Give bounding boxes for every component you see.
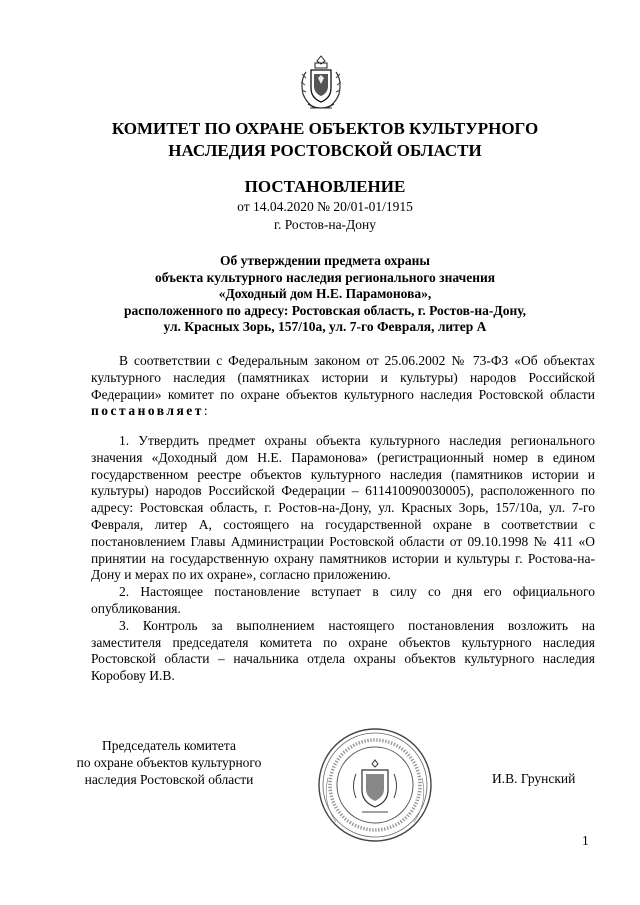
signatory-position-line: наследия Ростовской области	[84, 772, 254, 787]
signatory-position-line: по охране объектов культурного	[76, 755, 262, 770]
rostov-region-coat-of-arms-icon	[296, 54, 346, 114]
decree-subject	[60, 253, 590, 336]
subject-line: расположенного по адресу: Ростовская область, г. Ростов-на-Дону,	[123, 302, 527, 318]
signatory-position	[58, 737, 280, 788]
preamble-paragraph	[91, 353, 595, 420]
decree-item-2: 2. Настоящее постановление вступает в силу со дня его официального опубликования.	[91, 584, 595, 616]
page-number: 1	[582, 833, 589, 848]
preamble-colon: :	[203, 403, 208, 419]
subject-line: «Доходный дом Н.Е. Парамонова»,	[218, 286, 432, 302]
committee-name	[60, 118, 590, 162]
decree-title: ПОСТАНОВЛЕНИЕ	[244, 177, 406, 196]
official-round-seal-icon	[316, 726, 434, 844]
committee-name-line1: КОМИТЕТ ПО ОХРАНЕ ОБЪЕКТОВ КУЛЬТУРНОГО	[111, 119, 539, 138]
decree-item-3: 3. Контроль за выполнением настоящего постановления возложить на заместителя председателя комитета по охране объектов культурного наследия Ростовской области – начальника отдела охраны объектов культурного наследия Коробову И.В.	[91, 617, 595, 684]
committee-name-line2: НАСЛЕДИЯ РОСТОВСКОЙ ОБЛАСТИ	[168, 141, 482, 160]
subject-line: объекта культурного наследия регионального значения	[154, 269, 496, 285]
signatory-position-line: Председатель комитета	[102, 738, 236, 753]
decree-item-1: 1. Утвердить предмет охраны объекта культурного наследия регионального значения «Доходный дом Н.Е. Парамонова» (регистрационный номер в едином государственном реестре объектов культурного наследия (памятников истории и культуры) народов Российской Федерации – 611410090030005), расположенного по адресу: Ростовская область, г. Ростов-на-Дону, ул. Красных Зорь, 157/10а, ул. 7-го Февраля, литер А, состоящего на государственной охране в соответствии с постановлением Главы Администрации Ростовской области от 09.10.1998 № 411 «О принятии на государственную охрану памятников истории и культуры г. Ростова-на-Дону и мерах по их охране», согласно приложению.	[91, 433, 595, 583]
decree-items	[91, 433, 595, 685]
subject-line: ул. Красных Зорь, 157/10а, ул. 7-го Февраля, литер А	[163, 319, 487, 335]
signatory-name: И.В. Грунский	[492, 771, 576, 786]
decree-date-number: от 14.04.2020 № 20/01-01/1915	[237, 199, 413, 214]
decree-keyword: постановляет	[91, 403, 204, 419]
subject-line: Об утверждении предмета охраны	[220, 253, 430, 268]
decree-city: г. Ростов-на-Дону	[273, 217, 376, 232]
preamble-text: В соответствии с Федеральным законом от 25.06.2002 № 73-ФЗ «Об объектах культурного наследия (памятниках истории и культуры) народов Российской Федерации» комитет по охране объектов культурного наследия Ростовской области	[91, 353, 595, 402]
